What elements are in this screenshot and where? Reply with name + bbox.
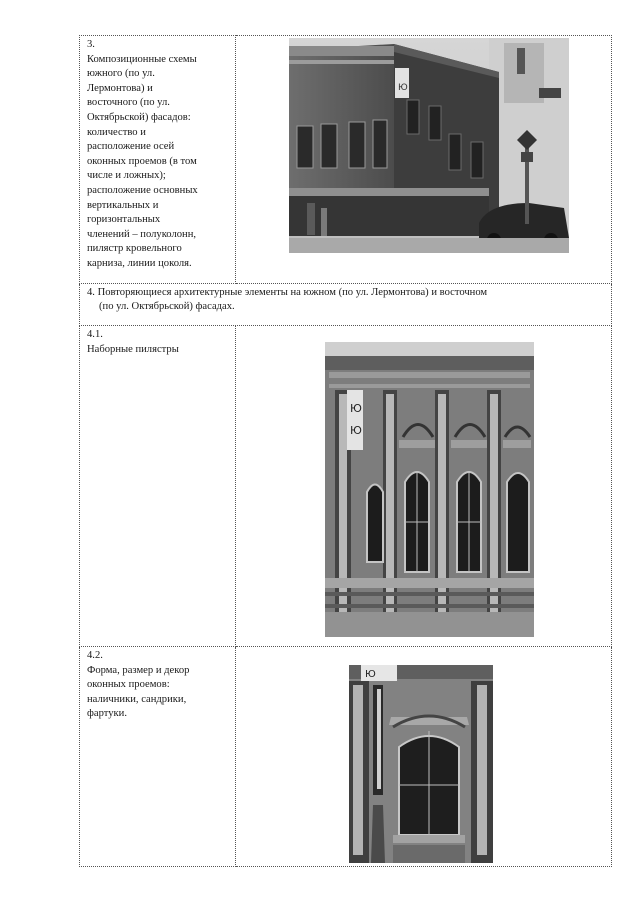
row-label-cell (80, 326, 236, 647)
svg-text:Ю: Ю (398, 83, 408, 93)
svg-text:Ю: Ю (350, 424, 362, 437)
row-description: Наборные пилястры (87, 343, 179, 355)
row-label-cell (80, 36, 236, 284)
building-corner-photo (289, 38, 569, 253)
row-description: Композиционные схемы южного (по ул. Лермонтова) и восточного (по ул. Октябрьской) фасадов: количество и расположение осей оконных проемов (в том числе и ложных); расположение основных вертикальных и горизонтальных членений – полуколонн, пилястр кровельного карниза, линии цоколя. (87, 53, 198, 269)
section-header-cell: 4. Повторяющиеся архитектурные элементы на южном (по ул. Лермонтова) и восточном (по ул. Октябрьской) фасадах. (80, 284, 612, 326)
row-description: Форма, размер и декор оконных проемов: наличники, сандрики, фартуки. (87, 664, 190, 720)
svg-text:Ю: Ю (365, 669, 376, 680)
window-decor-photo (349, 665, 493, 863)
table-row (80, 647, 612, 867)
row-number: 3. (87, 39, 95, 50)
pilasters-facade-photo (325, 342, 534, 637)
row-number: 4.1. (87, 329, 103, 340)
row-number: 4.2. (87, 650, 103, 661)
svg-text:Ю: Ю (350, 402, 362, 415)
table-row-section-header (80, 284, 612, 326)
row-label-cell (80, 647, 236, 867)
